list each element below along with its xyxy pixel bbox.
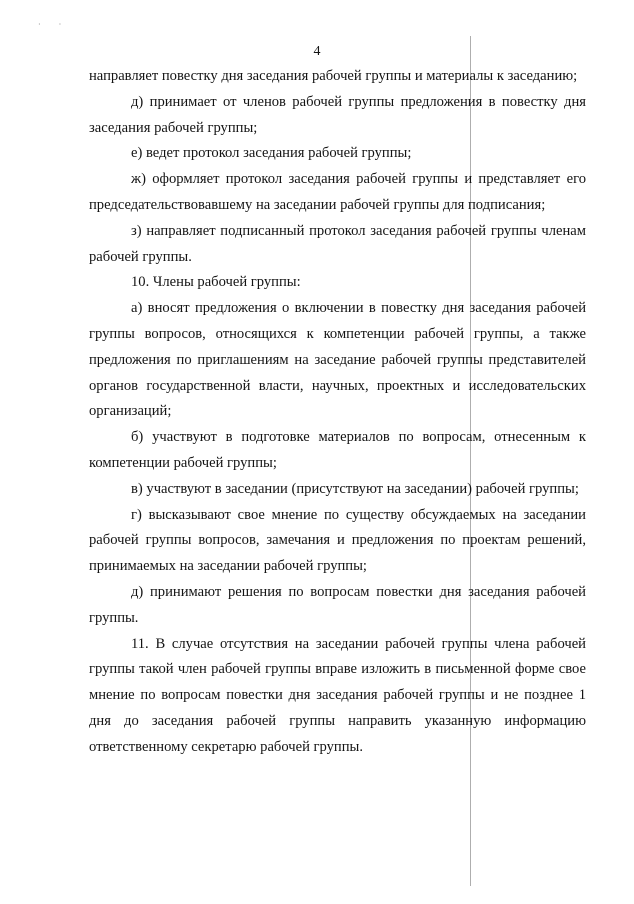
paragraph: направляет повестку дня заседания рабочей группы и материалы к заседанию; bbox=[89, 68, 578, 84]
document-body bbox=[89, 64, 586, 761]
paragraph: 10. Члены рабочей группы: bbox=[131, 274, 301, 291]
paragraph: г) высказывают свое мнение по существу обсуждаемых на заседании рабочей группы вопросов, замечания и предложения по проектам решений, принимаемых на заседании рабочей группы; bbox=[89, 506, 586, 575]
paragraph: 11. В случае отсутствия на заседании рабочей группы члена рабочей группы такой член рабочей группы вправе изложить в письменной форме свое мнение по вопросам повестки дня заседания рабочей группы и не позднее 1 дня до заседания рабочей группы направить указанную информацию ответственному секретарю рабочей группы. bbox=[89, 635, 586, 755]
paragraph: ж) оформляет протокол заседания рабочей группы и представляет его председательствовавшему на заседании рабочей группы для подписания; bbox=[89, 171, 586, 213]
paragraph: б) участвуют в подготовке материалов по вопросам, отнесенным к компетенции рабочей группы; bbox=[89, 429, 586, 471]
paragraph: а) вносят предложения о включении в повестку дня заседания рабочей группы вопросов, относящихся к компетенции рабочей группы, а также предложения по приглашениям на заседание рабочей группы представителей органов государственной власти, научных, проектных и исследовательских организаций; bbox=[89, 300, 586, 420]
paragraph: д) принимают решения по вопросам повестки дня заседания рабочей группы. bbox=[89, 583, 586, 626]
paragraph: з) направляет подписанный протокол заседания рабочей группы членам рабочей группы. bbox=[89, 222, 586, 265]
page-number: 4 bbox=[313, 44, 321, 59]
scan-artifact: · · bbox=[38, 20, 62, 29]
paragraph: в) участвуют в заседании (присутствуют на заседании) рабочей группы; bbox=[131, 480, 579, 497]
paragraph: д) принимает от членов рабочей группы предложения в повестку дня заседания рабочей группы; bbox=[89, 93, 586, 136]
paragraph: е) ведет протокол заседания рабочей группы; bbox=[131, 145, 412, 162]
